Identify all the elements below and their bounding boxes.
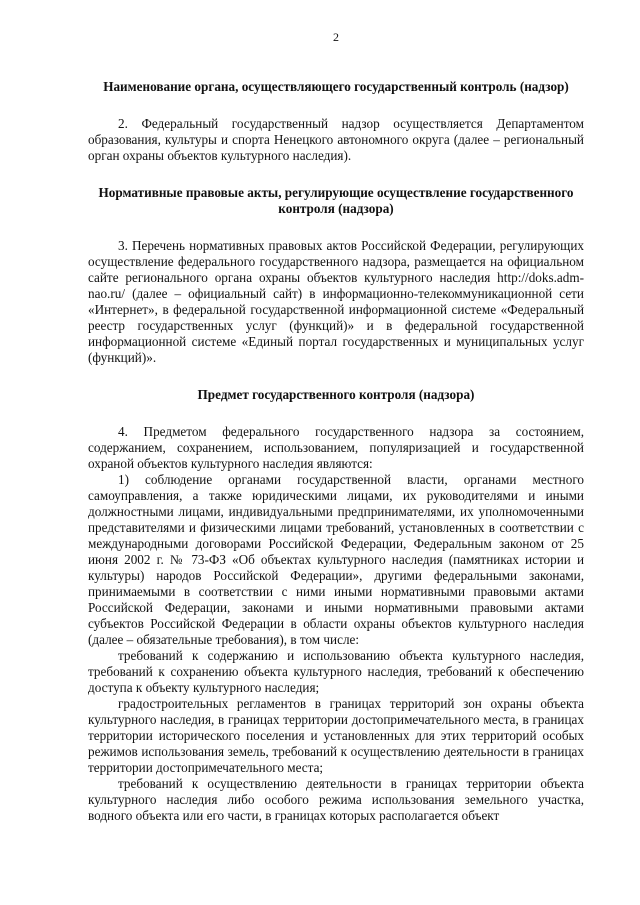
paragraph-urban-regulations: градостроительных регламентов в границах территорий зон охраны объекта культурного наследия, в границах территории достопримечательного места, в границах территории исторического поселения и установленных для этих территорий особых режимов использования земель, требований к осуществлению деятельности в границах территории достопримечательного места;: [88, 696, 584, 775]
paragraph-4-item-1: 1) соблюдение органами государственной власти, органами местного самоуправления, а также юридическими лицами, их руководителями и иными должностными лицами, индивидуальными предпринимателями, их уполномоченными представителями и физическими лицами требований, установленных в соответствии с международными договорами Российской Федерации, Федеральным законом от 25 июня 2002 г. № 73-ФЗ «Об объектах культурного наследия (памятниках истории и культуры) народов Российской Федерации», другими федеральными законами, принимаемыми в соответствии с ними иными нормативными правовыми актами Российской Федерации, законами и иными нормативными правовыми актами субъектов Российской Федерации в области охраны объектов культурного наследия (далее – обязательные требования), в том числе:: [88, 472, 584, 647]
section-heading-subject: Предмет государственного контроля (надзора): [197, 387, 475, 402]
paragraph-activity-requirements: требований к осуществлению деятельности в границах территории объекта культурного наследия либо особого режима использования земельного участка, водного объекта или его части, в границах которых располагается объект: [88, 776, 584, 823]
paragraph-2: 2. Федеральный государственный надзор осуществляется Департаментом образования, культуры и спорта Ненецкого автономного округа (далее – региональный орган охраны объектов культурного наследия).: [88, 116, 584, 163]
page-number: 2: [333, 30, 339, 44]
section-heading-legal-acts: Нормативные правовые акты, регулирующие осуществление государственного контроля (надзора): [98, 185, 574, 216]
section-heading-authority: Наименование органа, осуществляющего государственный контроль (надзор): [103, 79, 569, 94]
paragraph-4: 4. Предметом федерального государственного надзора за состоянием, содержанием, сохранением, использованием, популяризацией и государственной охраной объектов культурного наследия являются:: [88, 424, 584, 471]
paragraph-requirements-maintenance: требований к содержанию и использованию объекта культурного наследия, требований к сохранению объекта культурного наследия, требований к обеспечению доступа к объекту культурного наследия;: [88, 648, 584, 695]
paragraph-3: 3. Перечень нормативных правовых актов Российской Федерации, регулирующих осуществление федерального государственного надзора, размещается на официальном сайте регионального органа охраны объектов культурного наследия http://doks.adm-nao.ru/ (далее – официальный сайт) в информационно-телекоммуникационной сети «Интернет», в федеральной государственной информационной системе «Федеральный реестр государственных услуг (функций)» и в федеральной государственной информационной системе «Единый портал государственных и муниципальных услуг (функций)».: [88, 238, 584, 365]
